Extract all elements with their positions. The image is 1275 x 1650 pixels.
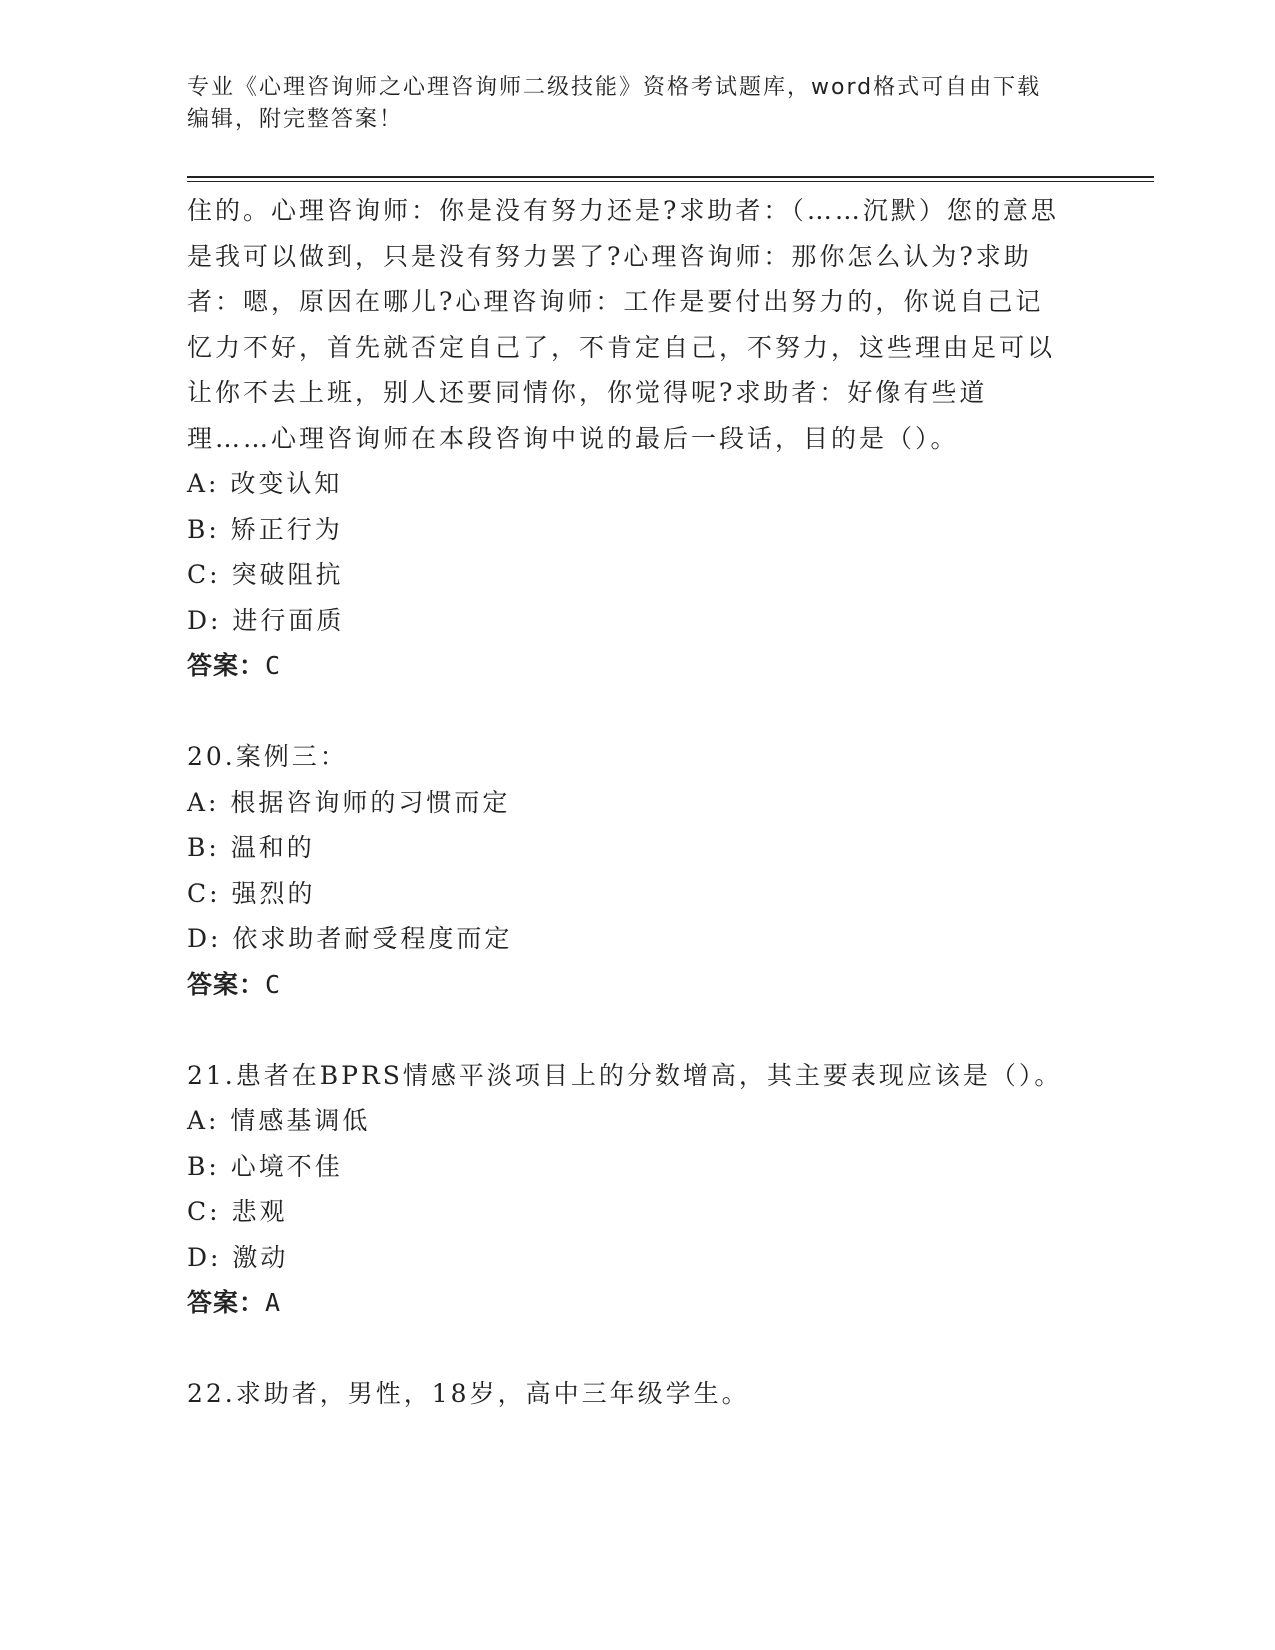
document-body — [187, 188, 1087, 1417]
option-d: D: 进行面质 — [187, 605, 345, 635]
option-b: B: 心境不佳 — [187, 1151, 343, 1181]
question-22-title: 22.求助者，男性，18岁，高中三年级学生。 — [187, 1379, 750, 1408]
answer-line — [187, 962, 1087, 1008]
document-header — [187, 72, 1087, 136]
answer-label: 答案： — [187, 969, 266, 999]
question-20-title: 20.案例三： — [187, 742, 348, 771]
answer-value: C — [265, 969, 282, 999]
option-a: A: 根据咨询师的习惯而定 — [187, 787, 511, 817]
option-a: A: 改变认知 — [187, 469, 343, 498]
option-d: D: 激动 — [187, 1242, 289, 1272]
spacer — [187, 689, 1087, 735]
option-c: C: 悲观 — [187, 1197, 288, 1226]
option-b: B: 矫正行为 — [187, 514, 343, 544]
answer-line — [187, 1280, 1087, 1326]
spacer — [187, 1007, 1087, 1053]
spacer — [187, 1326, 1087, 1372]
answer-label: 答案： — [187, 1288, 266, 1317]
answer-label: 答案： — [187, 651, 266, 680]
header-line-1: 专业《心理咨询师之心理咨询师二级技能》资格考试题库，word格式可自由下载 — [187, 75, 1042, 100]
option-d: D: 依求助者耐受程度而定 — [187, 924, 513, 953]
answer-value: C — [265, 651, 282, 680]
option-c: C: 强烈的 — [187, 878, 316, 908]
option-a: A: 情感基调低 — [187, 1106, 371, 1135]
header-divider-thin — [187, 181, 1154, 182]
option-b: B: 温和的 — [187, 833, 315, 862]
answer-value: A — [265, 1288, 282, 1317]
continued-question-text: 住的。心理咨询师：你是没有努力还是?求助者：（……沉默）您的意思是我可以做到，只是没有努力罢了?心理咨询师：那你怎么认为?求助者：嗯，原因在哪儿?心理咨询师：工作是要付出努力的，你说自己记忆力不好，首先就否定自己了，不肯定自己，不努力，这些理由足可以让你不去上班，别人还要同情你，你觉得呢?求助者：好像有些道理……心理咨询师在本段咨询中说的最后一段话，目的是（）。 — [187, 196, 1059, 453]
header-line-2: 编辑，附完整答案！ — [187, 107, 404, 132]
question-21-title: 21.患者在BPRS情感平淡项目上的分数增高，其主要表现应该是（）。 — [187, 1060, 1063, 1090]
answer-line — [187, 643, 1087, 689]
option-c: C: 突破阻抗 — [187, 560, 344, 589]
header-divider-thick — [187, 176, 1154, 178]
